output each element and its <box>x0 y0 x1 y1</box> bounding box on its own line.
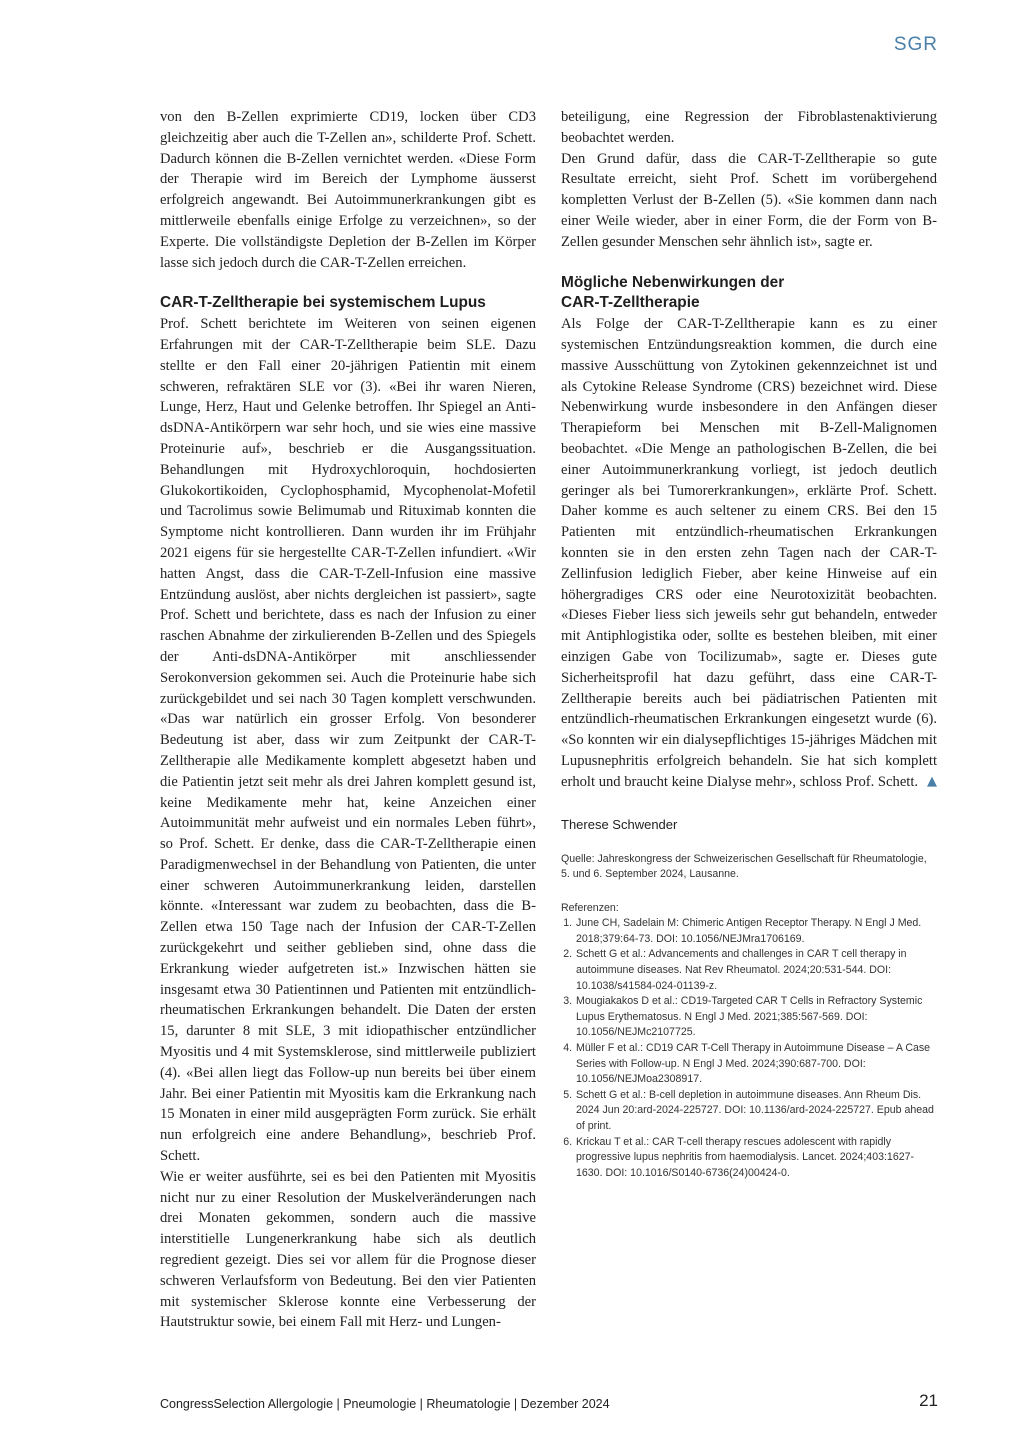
paragraph-intro: von den B-Zellen exprimierte CD19, locken über CD3 gleichzeitig aber auch die T-Zellen an», schilderte Prof. Schett. Dadurch können die B-Zellen vernichtet werden. «Diese Form der Therapie wird im Bereich der Lymphome äusserst erfolgreich angewandt. Bei Autoimmunerkrankungen gibt es mittlerweile ebenfalls einige Erfolge zu verzeichnen», so der Experte. Die vollständigste Depletion der B-Zellen im Körper lasse sich jedoch durch die CAR-T-Zellen erreichen. <box>160 109 536 271</box>
left-column <box>160 107 536 1333</box>
paragraph-side-effects-text: Als Folge der CAR-T-Zelltherapie kann es zu einer systemischen Entzündungsreaktion kommen, die durch eine massive Ausschüttung von Zytokinen gekennzeichnet ist und als Cytokine Release Syndrome (CRS) bezeichnet wird. Diese Nebenwirkung wurde insbesondere in den Anfängen dieser Therapieform bei Menschen mit B-Zell-Malignomen beobachtet. «Die Menge an pathologischen B-Zellen, die bei einer Autoimmunerkrankung vorliegt, ist jedoch deutlich geringer als bei Tumorerkrankungen», erklärte Prof. Schett. Daher komme es auch seltener zu einem CRS. Bei den 15 Patienten mit entzündlich-rheumatischen Erkrankungen konnten sie in den ersten zehn Tagen nach der CAR-T-Zellinfusion lediglich Fieber, aber keine Hinweise auf ein höhergradiges CRS oder eine Neurotoxizität beobachten. «Dieses Fieber liess sich jeweils sehr gut behandeln, entweder mit Antiphlogistika oder, sollte es bestehen bleiben, mit einer einzigen Gabe von Tocilizumab», sagte er. Dieses gute Sicherheitsprofil hat dazu geführt, dass eine CAR-T-Zelltherapie bereits auch bei pädiatrischen Patienten mit entzündlich-rheumatischen Erkrankungen eingesetzt wurde (6). «So konnten wir ein dialysepflichtiges 15-jähriges Mädchen mit Lupusnephritis erfolgreich behandeln. Sie hat sich komplett erholt und braucht keine Dialyse mehr», schloss Prof. Schett. <box>561 316 937 790</box>
reference-item: 1. June CH, Sadelain M: Chimeric Antigen Receptor Therapy. N Engl J Med. 2018;379:64-73. DOI: 10.1056/NEJMra1706169. <box>575 916 937 947</box>
references <box>561 901 937 1182</box>
paragraph-myositis: Wie er weiter ausführte, sei es bei den Patienten mit Myositis nicht nur zu einer Resolution der Muskelveränderungen nach drei Monaten gekommen, sondern auch die massive interstitielle Lungenerkrankung habe sich als deutlich regredient gezeigt. Dies sei vor allem für die Prognose dieser schweren Verlaufsform von Bedeutung. Bei den vier Patienten mit systemischer Sklerose konnte eine Verbesserung der Hautstruktur sowie, bei einem Fall mit Herz- und Lungen- <box>160 1168 536 1331</box>
section-tag: SGR <box>893 34 938 55</box>
paragraph-reason: Den Grund dafür, dass die CAR-T-Zelltherapie so gute Resultate erreicht, sieht Prof. Schett im vorübergehend kompletten Verlust der B-Zellen (5). «Sie kommen dann nach einer Weile wieder, aber in einer Form, die der Form von B-Zellen gesunder Menschen sehr ähnlich ist», sagte er. <box>561 150 937 250</box>
author-name: Therese Schwender <box>561 816 678 832</box>
end-triangle-icon: ▲ <box>927 773 937 789</box>
reference-item: 5. Schett G et al.: B-cell depletion in autoimmune diseases. Ann Rheum Dis. 2024 Jun 20:ard-2024-225727. DOI: 10.1136/ard-2024-225727. Epub ahead of print. <box>575 1088 937 1135</box>
reference-item: 4. Müller F et al.: CD19 CAR T-Cell Therapy in Autoimmune Disease – A Case Series with Follow-up. N Engl J Med. 2024;390:687-700. DOI: 10.1056/NEJMoa2308917. <box>575 1041 937 1088</box>
paragraph-continuation: beteiligung, eine Regression der Fibroblastenaktivierung beobachtet werden. <box>561 109 937 146</box>
heading-side-effects-line1: Mögliche Nebenwirkungen der <box>561 273 785 291</box>
reference-item: 6. Krickau T et al.: CAR T-cell therapy rescues adolescent with rapidly progressive lupus nephritis from haemodialysis. Lancet. 2024;403:1627-1630. DOI: 10.1016/S0140-6736(24)00424-0. <box>575 1135 937 1182</box>
reference-item: 3. Mougiakakos D et al.: CD19-Targeted CAR T Cells in Refractory Systemic Lupus Erythematosus. N Engl J Med. 2021;385:567-569. DOI: 10.1056/NEJMc2107725. <box>575 994 937 1041</box>
source-note: Quelle: Jahreskongress der Schweizerischen Gesellschaft für Rheumatologie, 5. und 6. September 2024, Lausanne. <box>561 852 927 881</box>
paragraph-side-effects <box>561 314 937 792</box>
heading-side-effects-line2: CAR-T-Zelltherapie <box>561 294 700 312</box>
right-column <box>561 107 937 1181</box>
journal-line: CongressSelection Allergologie | Pneumologie | Rheumatologie | Dezember 2024 <box>160 1397 610 1411</box>
heading-side-effects <box>561 273 937 315</box>
page-footer <box>160 1391 938 1411</box>
page-number: 21 <box>919 1391 938 1410</box>
paragraph-lupus-case: Prof. Schett berichtete im Weiteren von seinen eigenen Erfahrungen mit der CAR-T-Zelltherapie beim SLE. Dazu stellte er den Fall einer 20-jährigen Patientin mit einem schweren, refraktären SLE vor (3). «Bei ihr waren Nieren, Lunge, Herz, Haut und Gelenke betroffen. Ihr Spiegel an Anti-dsDNA-Antikörpern war sehr hoch, und sie wies eine massive Proteinurie auf», beschrieb er die Ausgangssituation. Behandlungen mit Hydroxychloroquin, hochdosierten Glukokortikoiden, Cyclophosphamid, Mycophenolat-Mofetil und Tacrolimus sowie Belimumab und Rituximab konnten die Symptome nicht kontrollieren. Dann wurden ihr im Frühjahr 2021 eigens für sie hergestellte CAR-T-Zellen infundiert. «Wir hatten Angst, dass die CAR-T-Zell-Infusion eine massive Entzündung auslöst, aber nichts dergleichen ist passiert», sagte Prof. Schett und berichtete, dass es nach der Infusion zu einer raschen Abnahme der zirkulierenden B-Zellen und des Spiegels der Anti-dsDNA-Antikörper mit anschliessender Serokonversion gekommen sei. Auch die Proteinurie habe sich zurückgebildet und sei nach 30 Tagen komplett verschwunden. «Das war natürlich ein grosser Erfolg. Von besonderer Bedeutung ist aber, dass wir zum Zeitpunkt der CAR-T-Zelltherapie alle Medikamente komplett abgesetzt haben und die Patientin jetzt seit mehr als drei Jahren komplett gesund ist, keine Medikamente mehr hat, keine Anzeichen einer Autoimmunität mehr aufweist und ein normales Leben führt», so Prof. Schett. Er denke, dass die CAR-T-Zelltherapie einen Paradigmenwechsel in der Behandlung von Patienten, die unter einer schweren Autoimmunerkrankung leiden, darstellen könnte. «Interessant war zudem zu beobachten, dass die B-Zellen etwa 150 Tage nach der Infusion der CAR-T-Zellen zurückgekehrt und seither geblieben sind, ohne dass die Erkrankung wieder aufgetreten ist.» Inzwischen hätten sie insgesamt etwa 30 Patientinnen und Patienten mit entzündlich-rheumatischen Erkrankungen behandelt. Die Daten der ersten 15, darunter 8 mit SLE, 3 mit idiopathischer entzündlicher Myositis und 4 mit Systemsklerose, sind mittlerweile publiziert (4). «Bei allen liegt das Follow-up nun bereits bei über einem Jahr. Bei einer Patientin mit Myositis kam die Erkrankung nach 15 Monaten in einer mild ausgeprägten Form zurück. Sie erhält nun erfolgreich eine andere Behandlung», beschrieb Prof. Schett. <box>160 316 536 1165</box>
reference-item: 2. Schett G et al.: Advancements and challenges in CAR T cell therapy in autoimmune diseases. Nat Rev Rheumatol. 2024;20:531-544. DOI: 10.1038/s41584-024-01139-z. <box>575 947 937 994</box>
heading-lupus: CAR-T-Zelltherapie bei systemischem Lupus <box>160 294 486 312</box>
references-list <box>561 916 937 1181</box>
references-title: Referenzen: <box>561 901 619 914</box>
